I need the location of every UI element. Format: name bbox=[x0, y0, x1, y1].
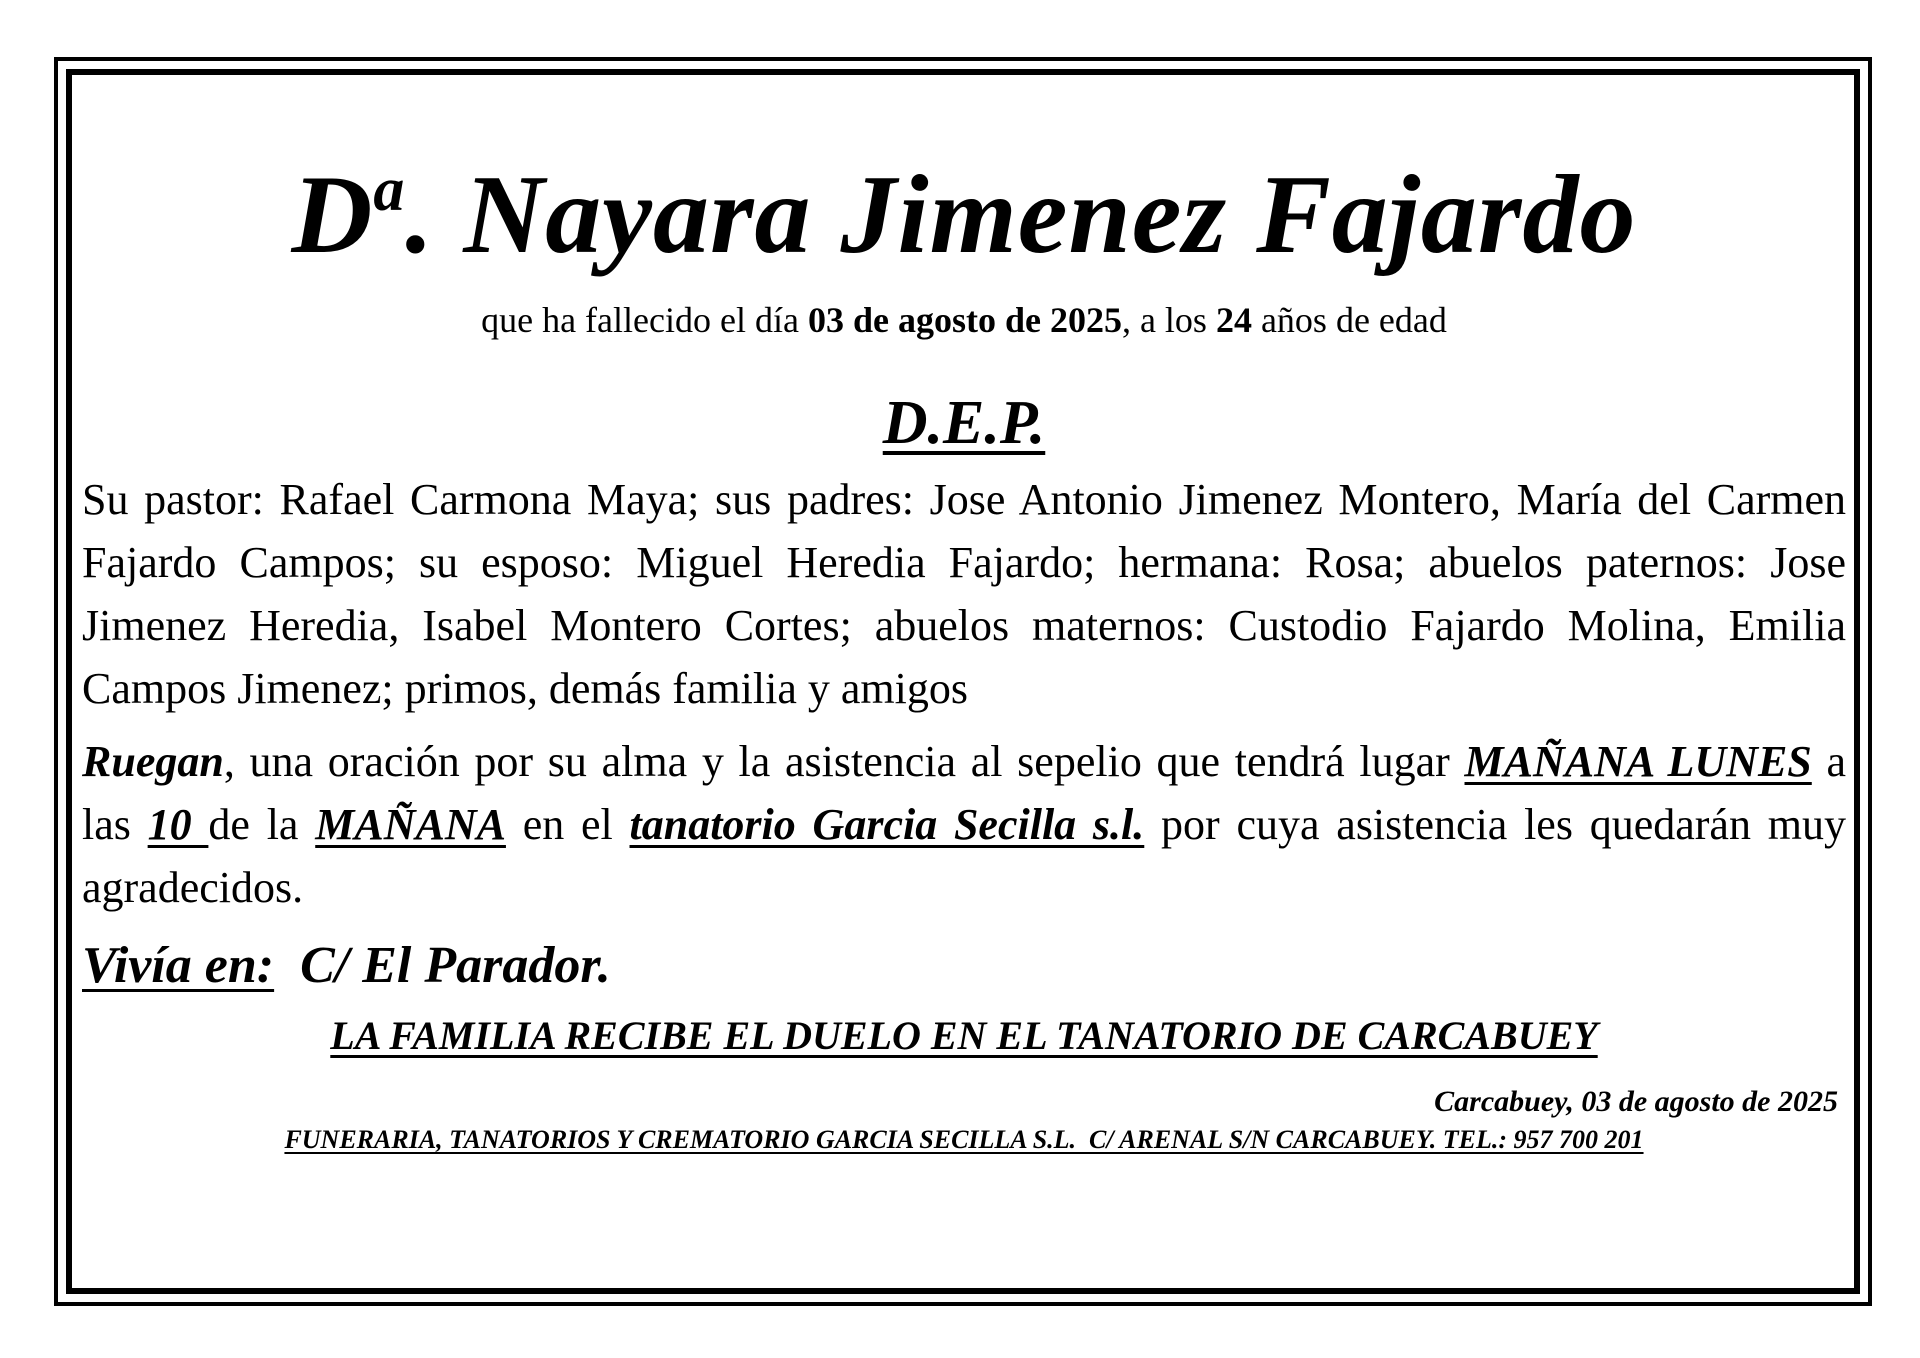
funeral-request bbox=[82, 730, 1846, 919]
name-prefix: D bbox=[291, 153, 374, 277]
request-text: de la bbox=[208, 800, 316, 849]
death-details bbox=[82, 298, 1846, 342]
footer-text: FUNERARIA, TANATORIOS Y CREMATORIO GARCIA SECILLA S.L. C/ ARENAL S/N CARCABUEY. TEL.: 957 700 201 bbox=[284, 1125, 1644, 1154]
request-text: en el bbox=[505, 800, 630, 849]
death-details-text: que ha fallecido el día bbox=[481, 300, 808, 340]
name-rest: . Nayara Jimenez Fajardo bbox=[405, 153, 1637, 277]
condolence-text: LA FAMILIA RECIBE EL DUELO EN EL TANATORIO DE CARCABUEY bbox=[330, 1013, 1598, 1058]
residence bbox=[82, 931, 1846, 1001]
funeral-place: tanatorio Garcia Secilla s.l. bbox=[629, 800, 1145, 849]
deceased-name bbox=[82, 150, 1846, 280]
family-list: Su pastor: Rafael Carmona Maya; sus padres: Jose Antonio Jimenez Montero, María del Carmen Fajardo Campos; su esposo: Miguel Heredia Fajardo; hermana: Rosa; abuelos paternos: Jose Jimenez Heredia, Isabel Montero Cortes; abuelos maternos: Custodio Fajardo Molina, Emilia Campos Jimenez; primos, demás familia y amigos bbox=[82, 475, 1846, 713]
dep-text: D.E.P. bbox=[882, 389, 1046, 457]
request-text: a las bbox=[82, 737, 1847, 849]
ruegan: Ruegan bbox=[82, 737, 224, 786]
age: 24 bbox=[1215, 300, 1252, 340]
death-details-text: , a los bbox=[1121, 300, 1216, 340]
request-text: por cuya asistencia les quedarán muy agradecidos. bbox=[82, 800, 1846, 912]
condolence-notice bbox=[82, 1009, 1846, 1063]
residence-value: C/ El Parador. bbox=[300, 937, 611, 994]
obituary-notice bbox=[82, 150, 1846, 1157]
funeral-home-footer bbox=[82, 1123, 1846, 1157]
residence-label: Vivía en: bbox=[82, 937, 275, 994]
dep-heading bbox=[82, 386, 1846, 460]
death-date: 03 de agosto de 2025 bbox=[807, 300, 1122, 340]
funeral-day: MAÑANA LUNES bbox=[1464, 737, 1812, 786]
funeral-hour: 10 bbox=[147, 800, 209, 849]
place-date: Carcabuey, 03 de agosto de 2025 bbox=[1434, 1085, 1838, 1118]
funeral-period: MAÑANA bbox=[315, 800, 506, 849]
name-prefix-superscript: a bbox=[373, 156, 406, 224]
death-details-text: años de edad bbox=[1251, 300, 1447, 340]
request-text: , una oración por su alma y la asistencia al sepelio que tendrá lugar bbox=[223, 737, 1465, 786]
